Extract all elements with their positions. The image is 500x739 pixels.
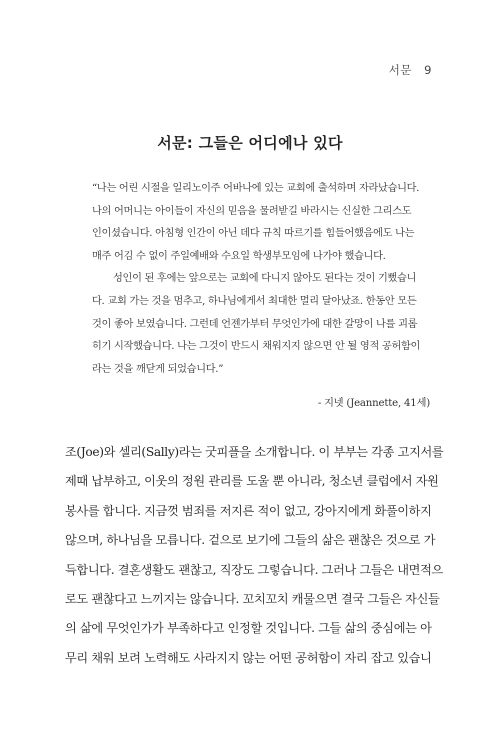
epigraph	[92, 178, 432, 381]
body-line: 의 삶에 무엇인가가 부족하다고 인정할 것입니다. 그들 삶의 중심에는 아	[65, 621, 432, 636]
body-line: 득합니다. 결혼생활도 괜찮고, 직장도 그렇습니다. 그러나 그들은 내면적으	[65, 562, 443, 577]
chapter-title: 서문: 그들은 어디에나 있다	[157, 134, 343, 152]
body-line: 않으며, 하나님을 모릅니다. 겉으로 보기에 그들의 삶은 괜찮은 것으로 가	[65, 533, 436, 548]
running-header-section: 서문	[388, 63, 413, 77]
epigraph-line: 것이 좋아 보였습니다. 그런데 언젠가부터 무엇인가에 대한 갈망이 나를 괴롭	[92, 318, 418, 330]
epigraph-line: 라는 것을 깨닫게 되었습니다.”	[92, 363, 224, 375]
epigraph-line: 성인이 된 후에는 앞으로는 교회에 다니지 않아도 된다는 것이 기뻤습니	[113, 273, 417, 285]
body-line: 봉사를 합니다. 지금껏 범죄를 저지른 적이 없고, 강아지에게 화풀이하지	[65, 503, 432, 518]
running-header	[389, 62, 432, 78]
page-number: 9	[424, 63, 432, 77]
epigraph-line: 인이셨습니다. 아침형 인간이 아닌 데다 규칙 따르기를 힘들어했음에도 나는	[92, 228, 415, 240]
body-line: 조(Joe)와 셀리(Sally)라는 굿피플을 소개합니다. 이 부부는 각종 고지서를	[65, 445, 444, 459]
epigraph-line: 다. 교회 가는 것을 멈추고, 하나님에게서 최대한 멀리 달아났죠. 한동안 모든	[92, 295, 417, 307]
body-paragraph	[65, 438, 444, 673]
epigraph-line: 나의 어머니는 아이들이 자신의 믿음을 물려받길 바라시는 신실한 그리스도	[92, 205, 412, 217]
epigraph-line: “나는 어린 시절을 일리노이주 어바나에 있는 교회에 출석하며 자라났습니다.	[92, 183, 420, 194]
body-line: 무리 채워 보려 노력해도 사라지지 않는 어떤 공허함이 자리 잡고 있습니	[65, 650, 432, 665]
epigraph-attribution: - 지넷 (Jeannette, 41세)	[317, 398, 430, 409]
epigraph-line: 매주 어김 수 없이 주일예배와 수요일 학생부모임에 나가야 했습니다.	[92, 250, 386, 262]
body-line: 로도 괜찮다고 느끼지는 않습니다. 꼬치꼬치 캐물으면 결국 그들은 자신들	[65, 592, 440, 607]
epigraph-line: 히기 시작했습니다. 나는 그것이 반드시 채워지지 않으면 안 될 영적 공허함이	[92, 341, 421, 353]
body-line: 제때 납부하고, 이웃의 정원 관리를 도울 뿐 아니라, 청소년 클럽에서 자원	[65, 474, 439, 489]
